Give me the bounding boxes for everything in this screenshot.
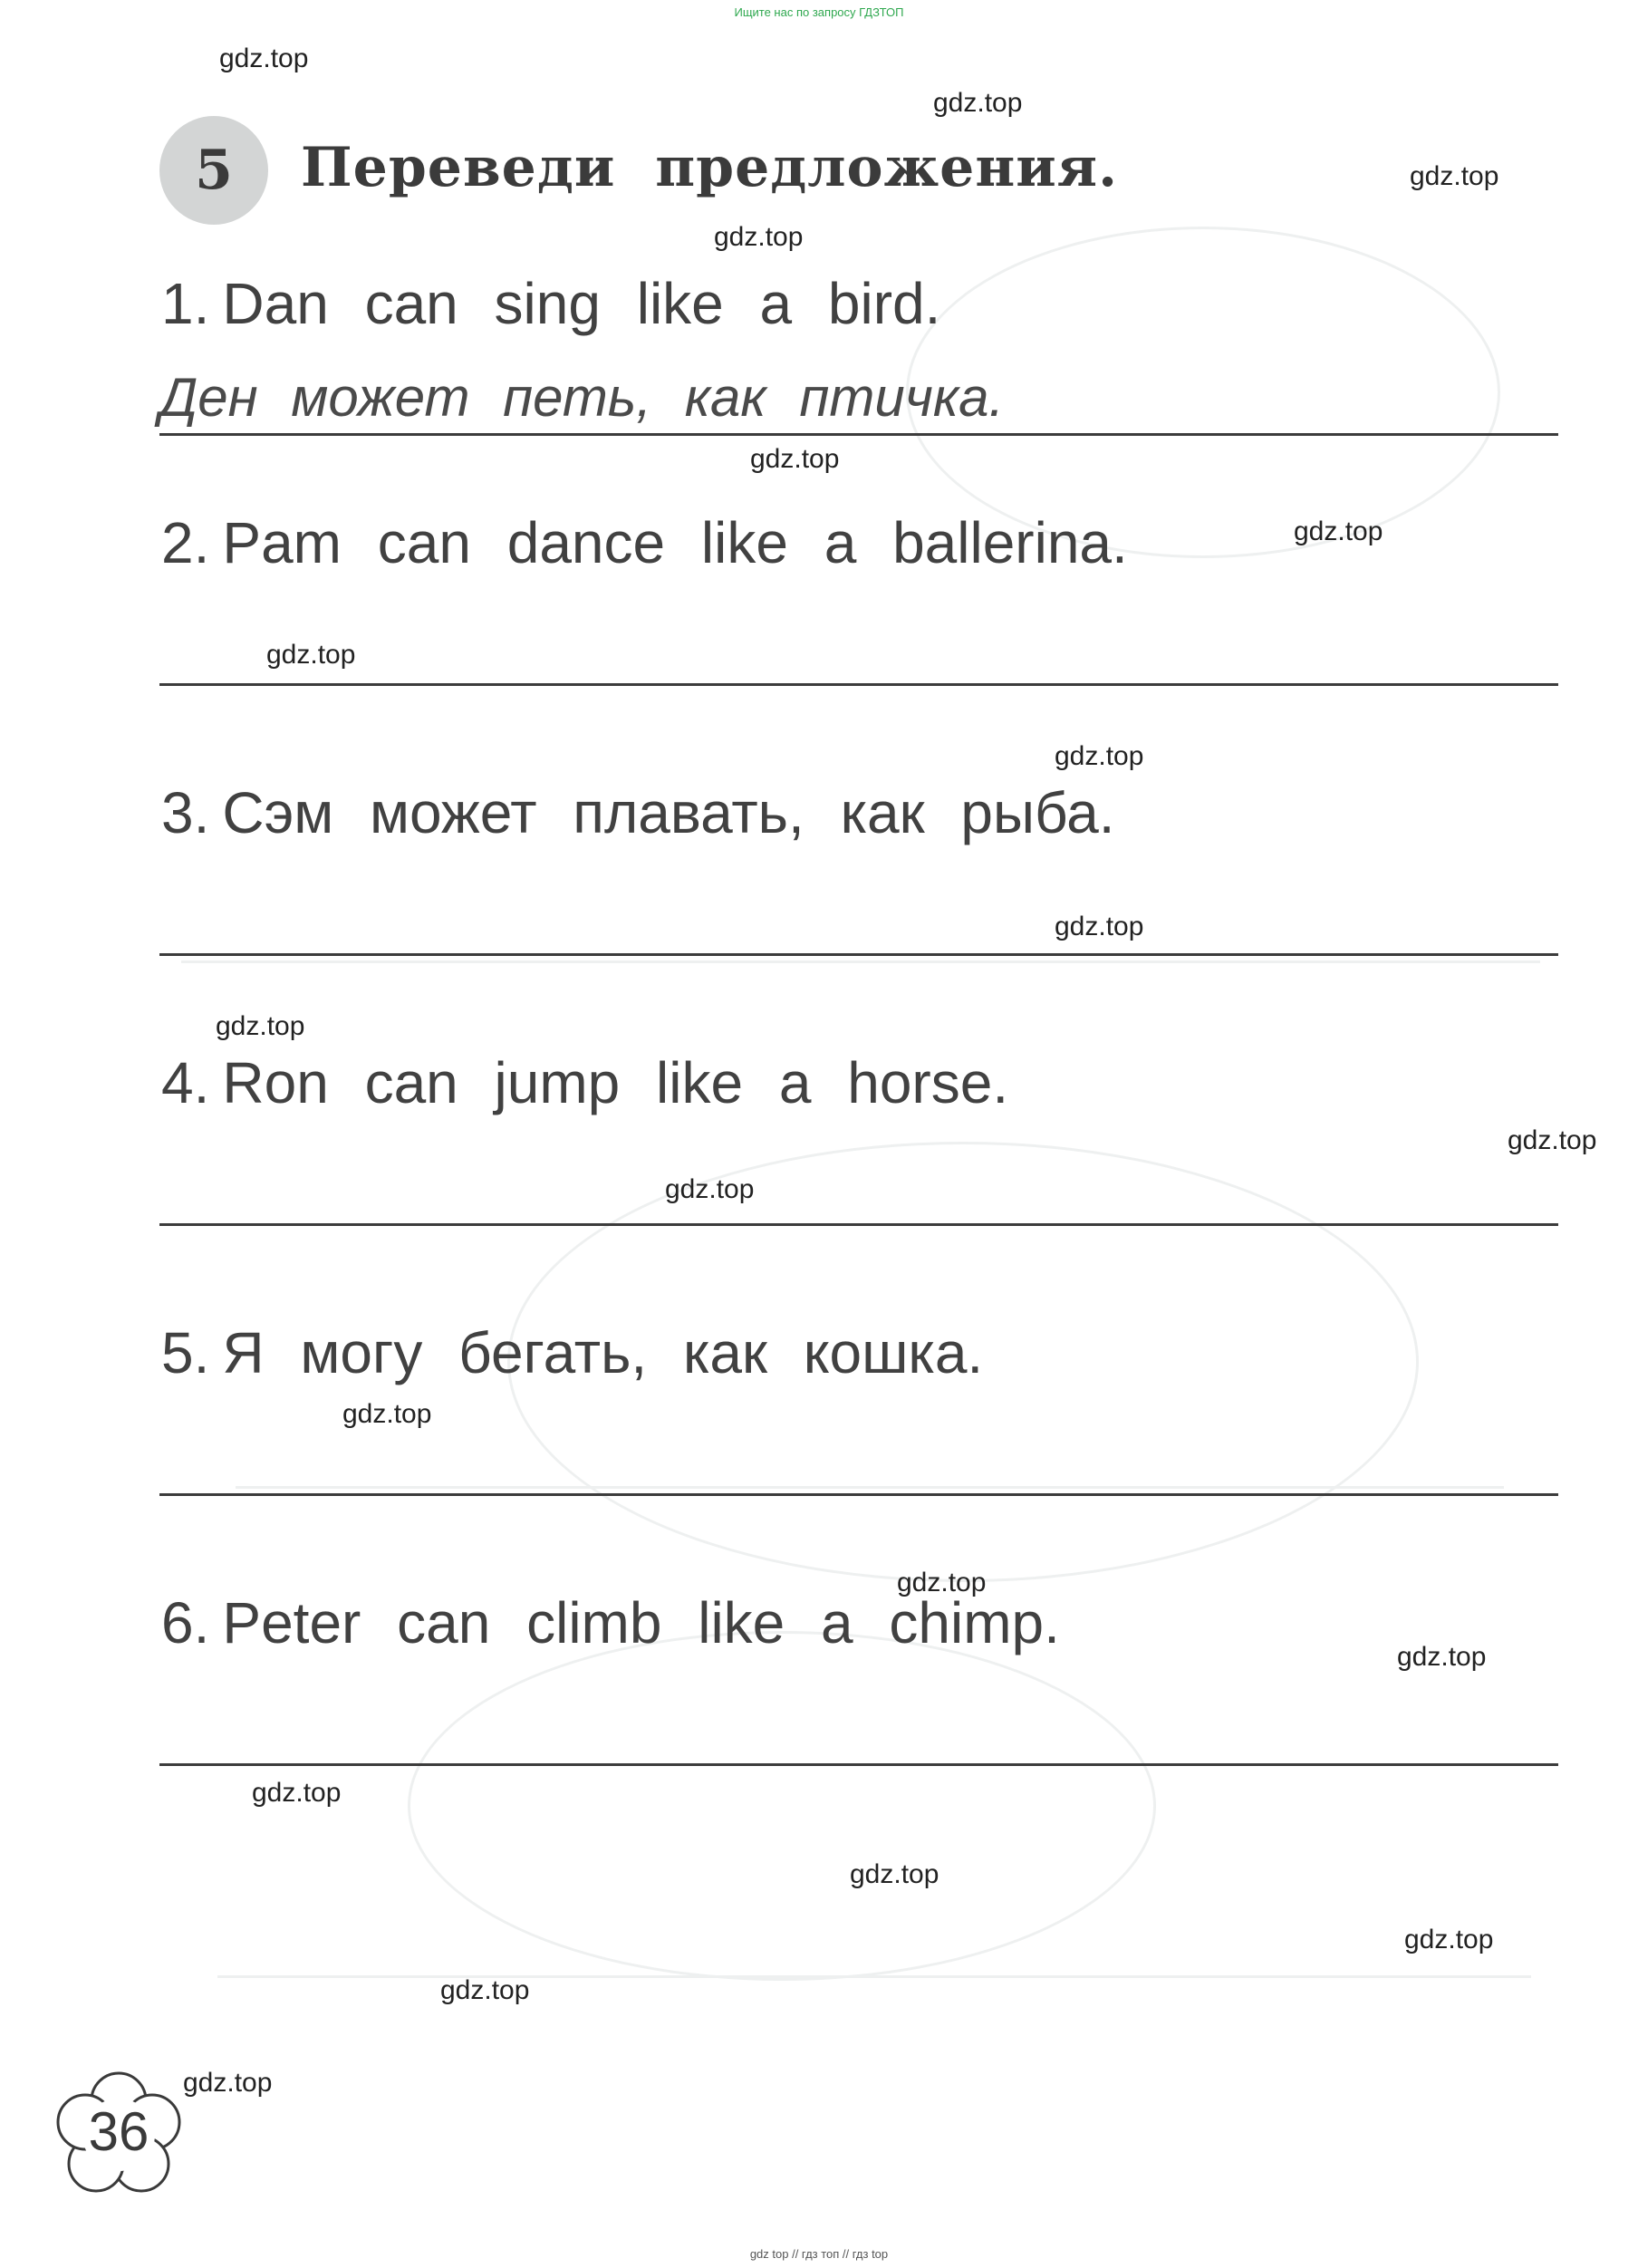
sentence-number: 6.: [161, 1590, 210, 1655]
bleed-through-shape: [408, 1631, 1156, 1981]
watermark: gdz.top: [1404, 1925, 1494, 1954]
watermark: gdz.top: [933, 88, 1023, 118]
sentence-text: Peter can climb like a chimp.: [222, 1590, 1060, 1655]
sentence-number: 1.: [161, 271, 210, 336]
bottom-banner: gdz top // гдз топ // гдз top: [749, 2247, 889, 2261]
answer-line-3[interactable]: [159, 953, 1558, 956]
bleed-through-line: [217, 1975, 1531, 1978]
answer-line-5[interactable]: [159, 1493, 1558, 1496]
watermark: gdz.top: [183, 2068, 273, 2098]
answer-line-4[interactable]: [159, 1223, 1558, 1226]
watermark: gdz.top: [1410, 161, 1499, 191]
watermark: gdz.top: [850, 1859, 939, 1889]
watermark: gdz.top: [252, 1778, 342, 1808]
sentence-number: 3.: [161, 780, 210, 845]
sentence-2: [161, 509, 1128, 576]
sentence-text: Я могу бегать, как кошка.: [222, 1320, 984, 1385]
watermark: gdz.top: [266, 640, 356, 670]
sentence-3: [161, 779, 1115, 846]
bleed-through-line: [236, 1486, 1504, 1489]
sentence-5: [161, 1319, 983, 1386]
bleed-through-line: [181, 960, 1540, 963]
watermark: gdz.top: [219, 43, 309, 73]
sentence-1: [161, 270, 940, 337]
watermark: gdz.top: [1294, 516, 1383, 546]
watermark: gdz.top: [897, 1568, 987, 1597]
sentence-text: Dan can sing like a bird.: [222, 271, 941, 336]
sentence-text: Ron can jump like a horse.: [222, 1050, 1009, 1115]
sentence-text: Pam can dance like a ballerina.: [222, 510, 1128, 575]
sentence-4: [161, 1049, 1008, 1116]
task-number: 5: [195, 139, 233, 202]
task-number-badge: [159, 116, 268, 225]
sentence-number: 5.: [161, 1320, 210, 1385]
watermark: gdz.top: [1397, 1642, 1487, 1672]
sentence-number: 2.: [161, 510, 210, 575]
watermark: gdz.top: [440, 1975, 530, 2005]
watermark: gdz.top: [1055, 912, 1144, 941]
answer-line-6[interactable]: [159, 1763, 1558, 1766]
page-number: 36: [88, 2101, 149, 2162]
answer-line-1[interactable]: [159, 433, 1558, 436]
answer-line-2[interactable]: [159, 683, 1558, 686]
task-title: Переведи предложения.: [301, 136, 1118, 199]
watermark: gdz.top: [216, 1011, 305, 1041]
watermark: gdz.top: [714, 222, 804, 252]
sentence-6: [161, 1589, 1060, 1656]
watermark: gdz.top: [750, 444, 840, 474]
sentence-text: Сэм может плавать, как рыба.: [222, 780, 1115, 845]
top-banner: Ищите нас по запросу ГДЗТОП: [734, 5, 904, 19]
watermark: gdz.top: [342, 1399, 432, 1429]
sentence-number: 4.: [161, 1050, 210, 1115]
watermark: gdz.top: [1508, 1125, 1597, 1155]
watermark: gdz.top: [665, 1174, 755, 1204]
watermark: gdz.top: [1055, 741, 1144, 771]
answer-1: Ден может петь, как птичка.: [159, 367, 1005, 428]
